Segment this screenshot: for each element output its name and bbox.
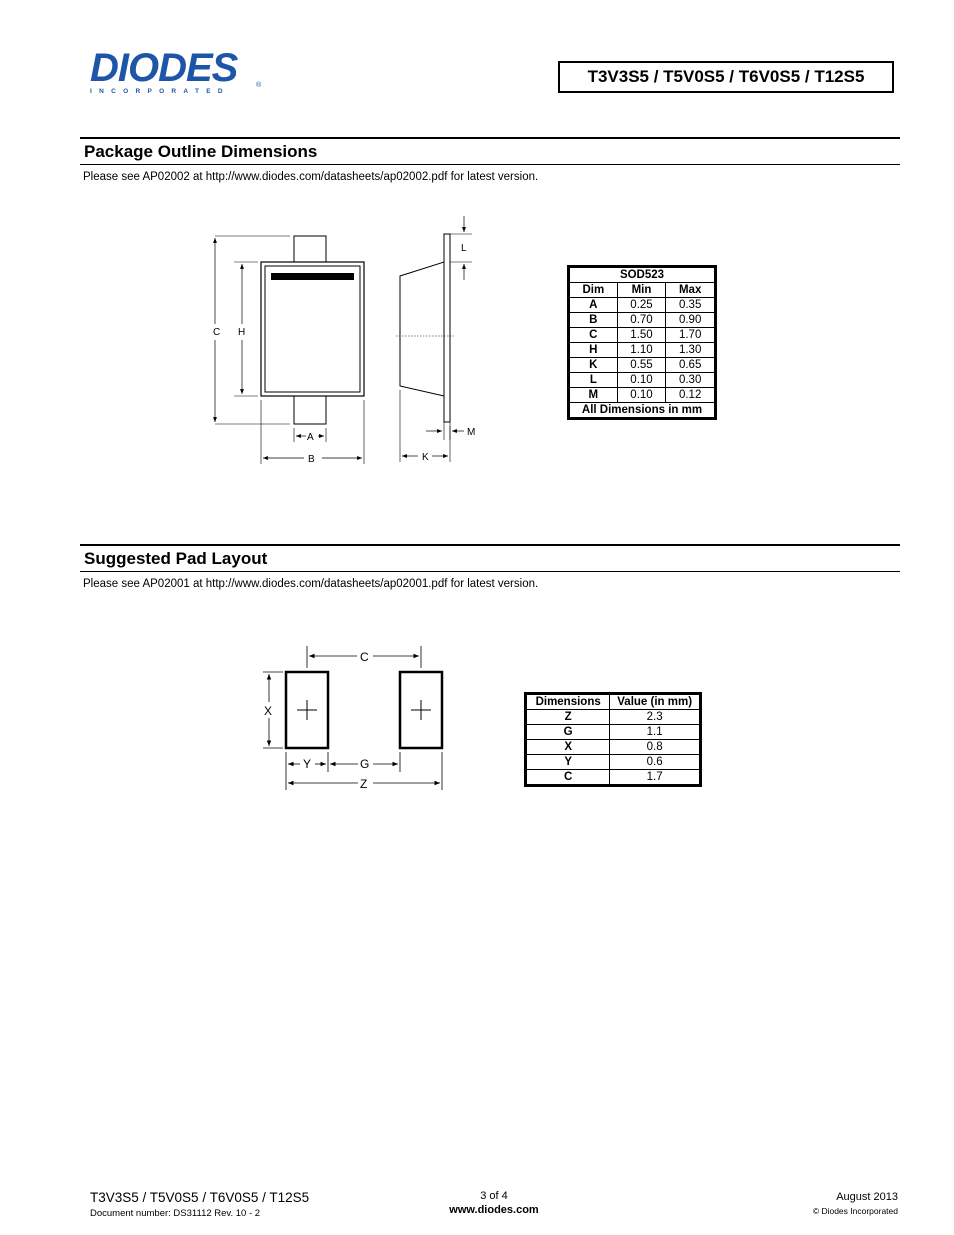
label-a: A bbox=[307, 432, 314, 443]
min-cell: 0.70 bbox=[617, 313, 666, 328]
table-row bbox=[527, 740, 700, 755]
max-cell: 0.90 bbox=[666, 313, 715, 328]
max-cell: 0.65 bbox=[666, 358, 715, 373]
label-c: C bbox=[360, 650, 369, 664]
table-row bbox=[570, 328, 715, 343]
footer-copyright: © Diodes Incorporated bbox=[812, 1206, 898, 1216]
dim-cell: C bbox=[570, 328, 618, 343]
dim-cell: G bbox=[527, 725, 610, 740]
header-part-numbers: T3V3S5 / T5V0S5 / T6V0S5 / T12S5 bbox=[558, 61, 894, 93]
section-rule-bottom bbox=[80, 571, 900, 572]
table-footer-units: All Dimensions in mm bbox=[570, 403, 715, 418]
sod523-dimension-table bbox=[567, 265, 717, 420]
label-x: X bbox=[264, 704, 273, 718]
min-cell: 0.55 bbox=[617, 358, 666, 373]
table-row bbox=[570, 373, 715, 388]
min-cell: 1.50 bbox=[617, 328, 666, 343]
table-row bbox=[570, 358, 715, 373]
min-cell: 1.10 bbox=[617, 343, 666, 358]
label-b: B bbox=[308, 454, 315, 465]
footer-doc-number: Document number: DS31112 Rev. 10 - 2 bbox=[90, 1208, 261, 1219]
table-row bbox=[570, 313, 715, 328]
registered-mark: ® bbox=[256, 82, 262, 89]
table-row bbox=[570, 388, 715, 403]
table-row bbox=[527, 755, 700, 770]
table-header-min: Min bbox=[617, 283, 666, 298]
table-row bbox=[570, 343, 715, 358]
label-c: C bbox=[213, 327, 221, 338]
pad-layout-drawing bbox=[255, 640, 455, 800]
table-header-max: Max bbox=[666, 283, 715, 298]
table-package-name: SOD523 bbox=[570, 268, 715, 283]
dim-cell: A bbox=[570, 298, 618, 313]
table-header-value: Value (in mm) bbox=[610, 695, 700, 710]
dim-cell: Z bbox=[527, 710, 610, 725]
dim-cell: H bbox=[570, 343, 618, 358]
label-l: L bbox=[461, 243, 467, 254]
table-row bbox=[570, 298, 715, 313]
dim-cell: B bbox=[570, 313, 618, 328]
pad-layout-note: Please see AP02001 at http://www.diodes.com/datasheets/ap02001.pdf for latest version. bbox=[83, 578, 539, 590]
dim-cell: M bbox=[570, 388, 618, 403]
label-m: M bbox=[467, 427, 476, 438]
footer-date: August 2013 bbox=[836, 1191, 898, 1203]
company-logo: DIODES bbox=[90, 46, 238, 90]
section-rule-bottom bbox=[80, 164, 900, 165]
label-h: H bbox=[238, 327, 246, 338]
package-outline-title: Package Outline Dimensions bbox=[84, 142, 318, 161]
label-y: Y bbox=[303, 757, 312, 771]
label-z: Z bbox=[360, 777, 368, 791]
footer-part-numbers: T3V3S5 / T5V0S5 / T6V0S5 / T12S5 bbox=[90, 1190, 310, 1205]
label-g: G bbox=[360, 757, 370, 771]
pad-dimension-table bbox=[524, 692, 702, 787]
package-outline-drawing bbox=[200, 210, 490, 470]
dim-cell: L bbox=[570, 373, 618, 388]
table-header-dim: Dim bbox=[570, 283, 618, 298]
table-row bbox=[527, 770, 700, 785]
label-k: K bbox=[422, 452, 429, 463]
value-cell: 0.6 bbox=[610, 755, 700, 770]
max-cell: 0.30 bbox=[666, 373, 715, 388]
package-outline-note: Please see AP02002 at http://www.diodes.com/datasheets/ap02002.pdf for latest version. bbox=[83, 171, 539, 183]
max-cell: 0.12 bbox=[666, 388, 715, 403]
company-logo-subtext: INCORPORATED bbox=[90, 88, 230, 95]
max-cell: 1.70 bbox=[666, 328, 715, 343]
max-cell: 0.35 bbox=[666, 298, 715, 313]
min-cell: 0.10 bbox=[617, 388, 666, 403]
table-header-dimensions: Dimensions bbox=[527, 695, 610, 710]
min-cell: 0.10 bbox=[617, 373, 666, 388]
footer-page-number: 3 of 4 bbox=[480, 1190, 508, 1202]
footer-website-link[interactable]: www.diodes.com bbox=[449, 1204, 539, 1216]
table-row bbox=[527, 710, 700, 725]
max-cell: 1.30 bbox=[666, 343, 715, 358]
value-cell: 2.3 bbox=[610, 710, 700, 725]
value-cell: 1.1 bbox=[610, 725, 700, 740]
dim-cell: K bbox=[570, 358, 618, 373]
min-cell: 0.25 bbox=[617, 298, 666, 313]
dim-cell: Y bbox=[527, 755, 610, 770]
section-rule-top bbox=[80, 544, 900, 546]
table-row bbox=[527, 725, 700, 740]
value-cell: 1.7 bbox=[610, 770, 700, 785]
dim-cell: X bbox=[527, 740, 610, 755]
pad-layout-title: Suggested Pad Layout bbox=[84, 549, 268, 568]
dim-cell: C bbox=[527, 770, 610, 785]
section-rule-top bbox=[80, 137, 900, 139]
value-cell: 0.8 bbox=[610, 740, 700, 755]
